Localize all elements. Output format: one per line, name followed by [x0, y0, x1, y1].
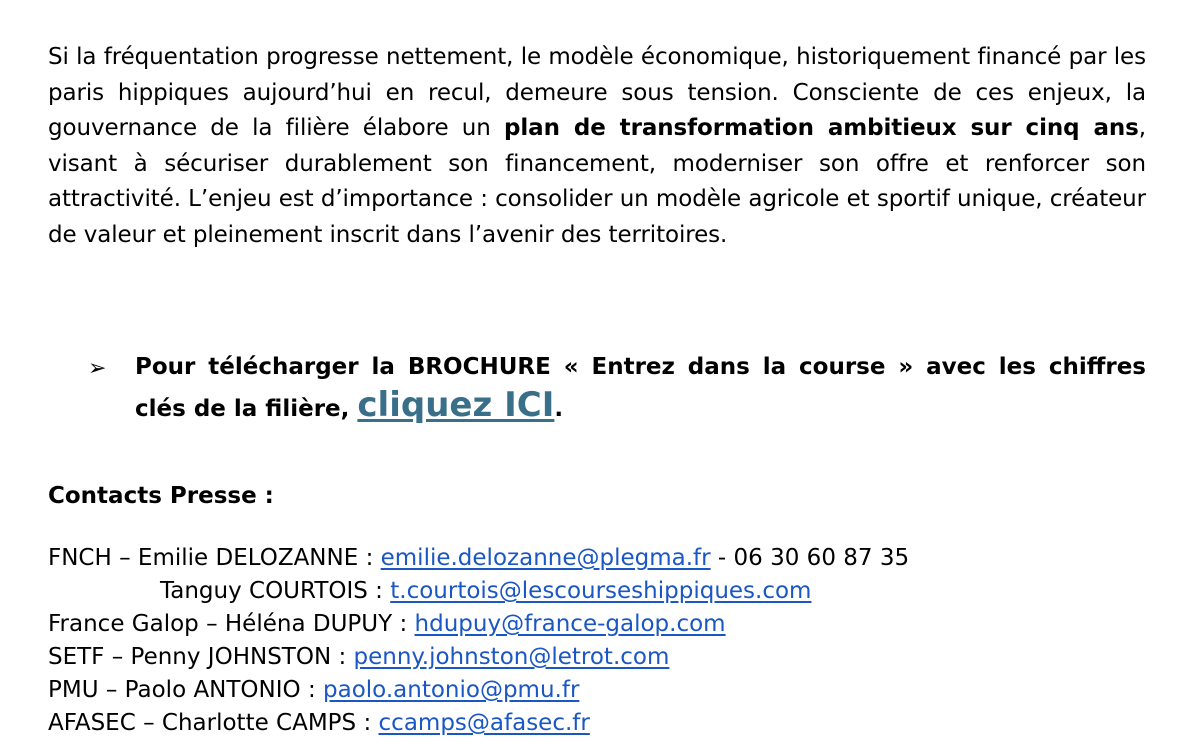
- contacts-title: Contacts Presse :: [48, 483, 274, 509]
- download-brochure-link[interactable]: cliquez ICI: [357, 385, 555, 425]
- intro-text-start: Si la fréquentation progresse nettement, le modèle économique, historiquement financé par les paris hippiques aujourd’hui en recul, demeure sous tension. Consciente de ces enjeux, la gouvernance de la filière élabore un: [48, 44, 1146, 141]
- download-bullet: [88, 348, 1146, 428]
- contact-email-link[interactable]: paolo.antonio@pmu.fr: [323, 677, 580, 703]
- download-text: [135, 348, 1146, 428]
- arrow-bullet-icon: ➢: [88, 356, 107, 381]
- contact-email-link[interactable]: hdupuy@france-galop.com: [414, 611, 726, 637]
- contact-name: France Galop – Héléna DUPUY :: [48, 611, 415, 637]
- download-text-end: .: [554, 396, 564, 422]
- contact-row-fnch-2: [48, 575, 909, 608]
- contact-name: Tanguy COURTOIS :: [160, 578, 391, 604]
- contact-row-pmu: [48, 674, 909, 707]
- intro-text-end: , visant à sécuriser durablement son financement, moderniser son offre et renforcer son attractivité. L’enjeu est d’importance : consolider un modèle agricole et sportif unique, créateur de valeur et pleinement inscrit dans l’avenir des territoires.: [48, 115, 1146, 248]
- document-page: [48, 40, 1146, 253]
- contact-name: SETF – Penny JOHNSTON :: [48, 644, 354, 670]
- contact-phone: - 06 30 60 87 35: [710, 545, 910, 571]
- contact-email-link[interactable]: t.courtois@lescourseshippiques.com: [390, 578, 812, 604]
- download-text-label: Pour télécharger la BROCHURE « Entrez dans la course » avec les chiffres clés de la filière,: [135, 354, 1146, 422]
- contacts-list: [48, 542, 909, 740]
- intro-bold-text: plan de transformation ambitieux sur cinq ans: [504, 115, 1139, 141]
- contact-name: AFASEC – Charlotte CAMPS :: [48, 710, 379, 736]
- contact-name: FNCH – Emilie DELOZANNE :: [48, 545, 381, 571]
- contact-row-fnch: [48, 542, 909, 575]
- contact-email-link[interactable]: emilie.delozanne@plegma.fr: [380, 545, 711, 571]
- contact-name: PMU – Paolo ANTONIO :: [48, 677, 324, 703]
- intro-paragraph: [48, 40, 1146, 253]
- contact-row-france-galop: [48, 608, 909, 641]
- contact-row-afasec: [48, 707, 909, 740]
- contact-email-link[interactable]: ccamps@afasec.fr: [378, 710, 590, 736]
- contact-row-setf: [48, 641, 909, 674]
- contact-email-link[interactable]: penny.johnston@letrot.com: [353, 644, 670, 670]
